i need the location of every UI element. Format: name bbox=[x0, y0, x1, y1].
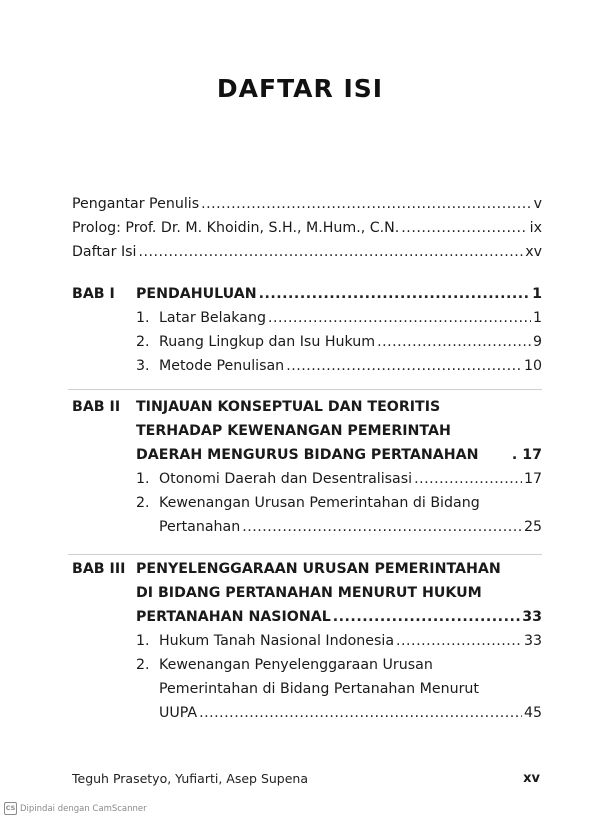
toc-entry-page: xv bbox=[525, 244, 542, 260]
chapter-title-line: TINJAUAN KONSEPTUAL DAN TEORITIS bbox=[136, 399, 441, 415]
leader-dots bbox=[268, 310, 531, 326]
section-entry bbox=[136, 633, 542, 657]
section-entry-line bbox=[136, 657, 542, 681]
section-title: Ruang Lingkup dan Isu Hukum bbox=[159, 334, 376, 350]
section-title: Hukum Tanah Nasional Indonesia bbox=[159, 633, 395, 649]
footer-page-number: xv bbox=[523, 771, 540, 786]
section-text bbox=[136, 633, 394, 649]
section-number: 1. bbox=[136, 310, 150, 326]
section-entry bbox=[136, 358, 542, 382]
section-text bbox=[136, 334, 375, 350]
section-entry-line bbox=[136, 495, 542, 519]
front-matter-list bbox=[72, 196, 542, 268]
toc-entry-page: ix bbox=[529, 220, 542, 236]
section-title: Kewenangan Penyelenggaraan Urusan bbox=[159, 657, 433, 673]
leader-dots bbox=[242, 519, 522, 535]
section-number: 2. bbox=[136, 657, 150, 673]
section-page: 10 bbox=[523, 358, 542, 374]
section-page: 17 bbox=[523, 471, 542, 487]
section-entry-line: Pemerintahan di Bidang Pertanahan Menurut bbox=[159, 681, 479, 697]
leader-dots bbox=[401, 220, 527, 236]
chapter-page: 1 bbox=[532, 286, 542, 302]
section-text bbox=[136, 310, 266, 326]
section-text bbox=[136, 471, 412, 487]
toc-entry-label: Daftar Isi bbox=[72, 244, 137, 260]
section-page: 45 bbox=[523, 705, 542, 721]
chapter-body bbox=[136, 561, 542, 729]
chapter-title-line: TERHADAP KEWENANGAN PEMERINTAH bbox=[136, 423, 451, 439]
section-number: 1. bbox=[136, 471, 150, 487]
section-number: 3. bbox=[136, 358, 150, 374]
section-text bbox=[136, 358, 284, 374]
section-number: 1. bbox=[136, 633, 150, 649]
chapter-title-text: PENDAHULUAN bbox=[136, 286, 257, 302]
leader-dots bbox=[377, 334, 531, 350]
section-entry bbox=[136, 310, 542, 334]
section-number: 2. bbox=[136, 495, 150, 511]
chapter-body bbox=[136, 399, 542, 543]
section-entry bbox=[136, 334, 542, 358]
chapter-title-text: PERTANAHAN NASIONAL bbox=[136, 609, 331, 625]
page-title: DAFTAR ISI bbox=[216, 74, 384, 103]
chapter-title-line: PENYELENGGARAAN URUSAN PEMERINTAHAN bbox=[136, 561, 501, 577]
chapter-title bbox=[136, 609, 542, 633]
toc-entry-label: Prolog: Prof. Dr. M. Khoidin, S.H., M.Hum., C.N. bbox=[72, 220, 400, 236]
toc-entry bbox=[72, 244, 542, 268]
chapter-label: BAB II bbox=[72, 399, 121, 415]
leader-dots bbox=[259, 286, 531, 302]
toc-entry-label: Pengantar Penulis bbox=[72, 196, 200, 212]
chapter-body bbox=[136, 286, 542, 382]
toc-entry bbox=[72, 220, 542, 244]
section-number: 2. bbox=[136, 334, 150, 350]
section-title: Kewenangan Urusan Pemerintahan di Bidang bbox=[159, 495, 480, 511]
section-page: 1 bbox=[532, 310, 542, 326]
section-entry bbox=[136, 471, 542, 495]
section-title: Latar Belakang bbox=[159, 310, 266, 326]
section-title: Otonomi Daerah dan Desentralisasi bbox=[159, 471, 413, 487]
chapter-label: BAB I bbox=[72, 286, 115, 302]
section-page: 33 bbox=[523, 633, 542, 649]
leader-dots bbox=[333, 609, 520, 625]
section-title: Metode Penulisan bbox=[159, 358, 285, 374]
chapter-title-text: DAERAH MENGURUS BIDANG PERTANAHAN bbox=[136, 447, 479, 463]
section-entry bbox=[136, 519, 542, 543]
chapter-page: . 17 bbox=[511, 447, 542, 463]
chapter-title-line: DI BIDANG PERTANAHAN MENURUT HUKUM bbox=[136, 585, 482, 601]
section-entry bbox=[136, 705, 542, 729]
leader-dots bbox=[414, 471, 522, 487]
chapter-title bbox=[136, 286, 542, 310]
leader-dots bbox=[396, 633, 522, 649]
leader-dots bbox=[286, 358, 522, 374]
scanner-watermark bbox=[4, 802, 147, 815]
section-page: 25 bbox=[523, 519, 542, 535]
toc-entry-page: v bbox=[533, 196, 542, 212]
chapter-page: 33 bbox=[522, 609, 542, 625]
leader-dots bbox=[199, 705, 522, 721]
chapter-divider bbox=[68, 554, 542, 555]
chapter-label: BAB III bbox=[72, 561, 126, 577]
toc-entry bbox=[72, 196, 542, 220]
footer-authors: Teguh Prasetyo, Yufiarti, Asep Supena bbox=[72, 771, 309, 786]
camscanner-logo-icon: CS bbox=[4, 802, 17, 815]
section-title: UUPA bbox=[159, 705, 198, 721]
chapter-title bbox=[136, 447, 542, 471]
chapter-divider bbox=[68, 389, 542, 390]
leader-dots bbox=[201, 196, 531, 212]
section-page: 9 bbox=[532, 334, 542, 350]
scanner-watermark-text: Dipindai dengan CamScanner bbox=[20, 803, 147, 814]
leader-dots bbox=[138, 244, 523, 260]
section-title: Pertanahan bbox=[159, 519, 241, 535]
